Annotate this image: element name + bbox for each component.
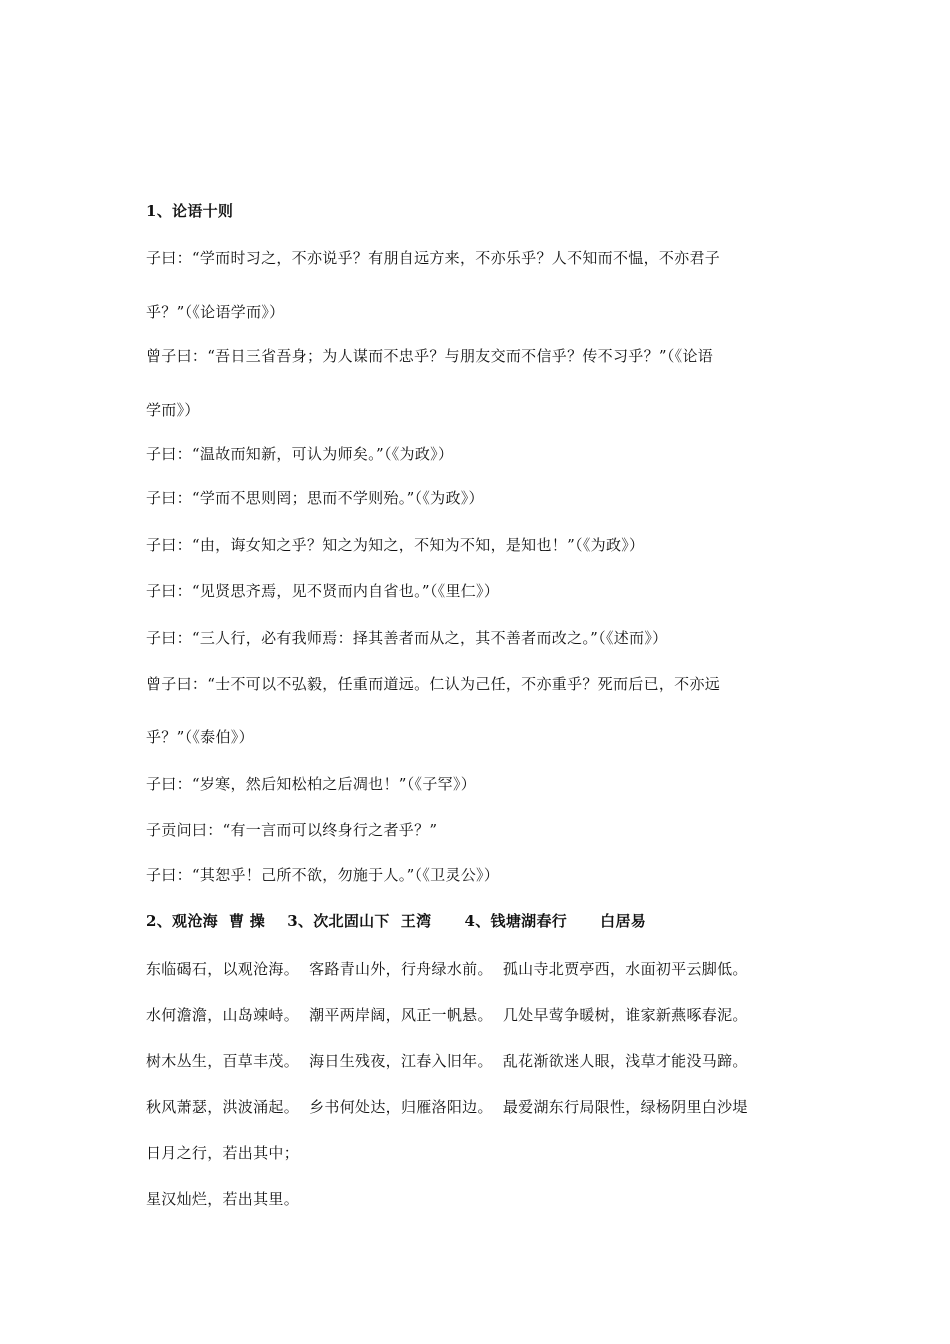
text-line: 子曰：“学而时习之，不亦说乎？有朋自远方来，不亦乐乎？人不知而不愠，不亦君子 — [146, 249, 721, 267]
text-line: 秋风萧瑟，洪波涌起。 乡书何处达，归雁洛阳边。 最爱湖东行局限性，绿杨阴里白沙堤 — [146, 1098, 748, 1116]
text-line: 子贡问曰：“有一言而可以终身行之者乎？” — [146, 821, 438, 839]
text-line: 乎？”（《泰伯》） — [146, 728, 254, 746]
text-line: 东临碣石，以观沧海。 客路青山外，行舟绿水前。 孤山寺北贾亭西，水面初平云脚低。 — [146, 960, 748, 978]
text-line: 水何澹澹，山岛竦峙。 潮平两岸阔，风正一帆悬。 几处早莺争暖树，谁家新燕啄春泥。 — [146, 1006, 748, 1024]
text-line: 树木丛生，百草丰茂。 海日生残夜，江春入旧年。 乱花渐欲迷人眼，浅草才能没马蹄。 — [146, 1052, 748, 1070]
section-heading-lunyu: 1、论语十则 — [146, 202, 234, 220]
text-line: 子曰：“由，诲女知之乎？知之为知之，不知为不知，是知也！”（《为政》） — [146, 536, 645, 554]
text-line: 子曰：“岁寒，然后知松柏之后凋也！”（《子罕》） — [146, 775, 477, 793]
text-line: 子曰：“见贤思齐焉，见不贤而内自省也。”（《里仁》） — [146, 582, 500, 600]
text-line: 日月之行，若出其中； — [146, 1144, 300, 1162]
text-line: 子曰：“其恕乎！己所不欲，勿施于人。”（《卫灵公》） — [146, 866, 500, 884]
text-line: 学而》） — [146, 401, 200, 419]
text-line: 星汉灿烂，若出其里。 — [146, 1190, 300, 1208]
text-line: 子曰：“温故而知新，可认为师矣。”（《为政》） — [146, 445, 454, 463]
text-line: 乎？”（《论语学而》） — [146, 303, 285, 321]
text-line: 子曰：“三人行，必有我师焉：择其善者而从之，其不善者而改之。”（《述而》） — [146, 629, 668, 647]
section-heading-poems: 2、观沧海 曹 操 3、次北固山下 王湾 4、钱塘湖春行 白居易 — [146, 912, 647, 930]
text-line: 曾子曰：“吾日三省吾身；为人谋而不忠乎？与朋友交而不信乎？传不习乎？”（《论语 — [146, 347, 714, 365]
text-line: 曾子曰：“士不可以不弘毅，任重而道远。仁认为己任，不亦重乎？死而后已，不亦远 — [146, 675, 721, 693]
text-line: 子曰：“学而不思则罔；思而不学则殆。”（《为政》） — [146, 489, 484, 507]
